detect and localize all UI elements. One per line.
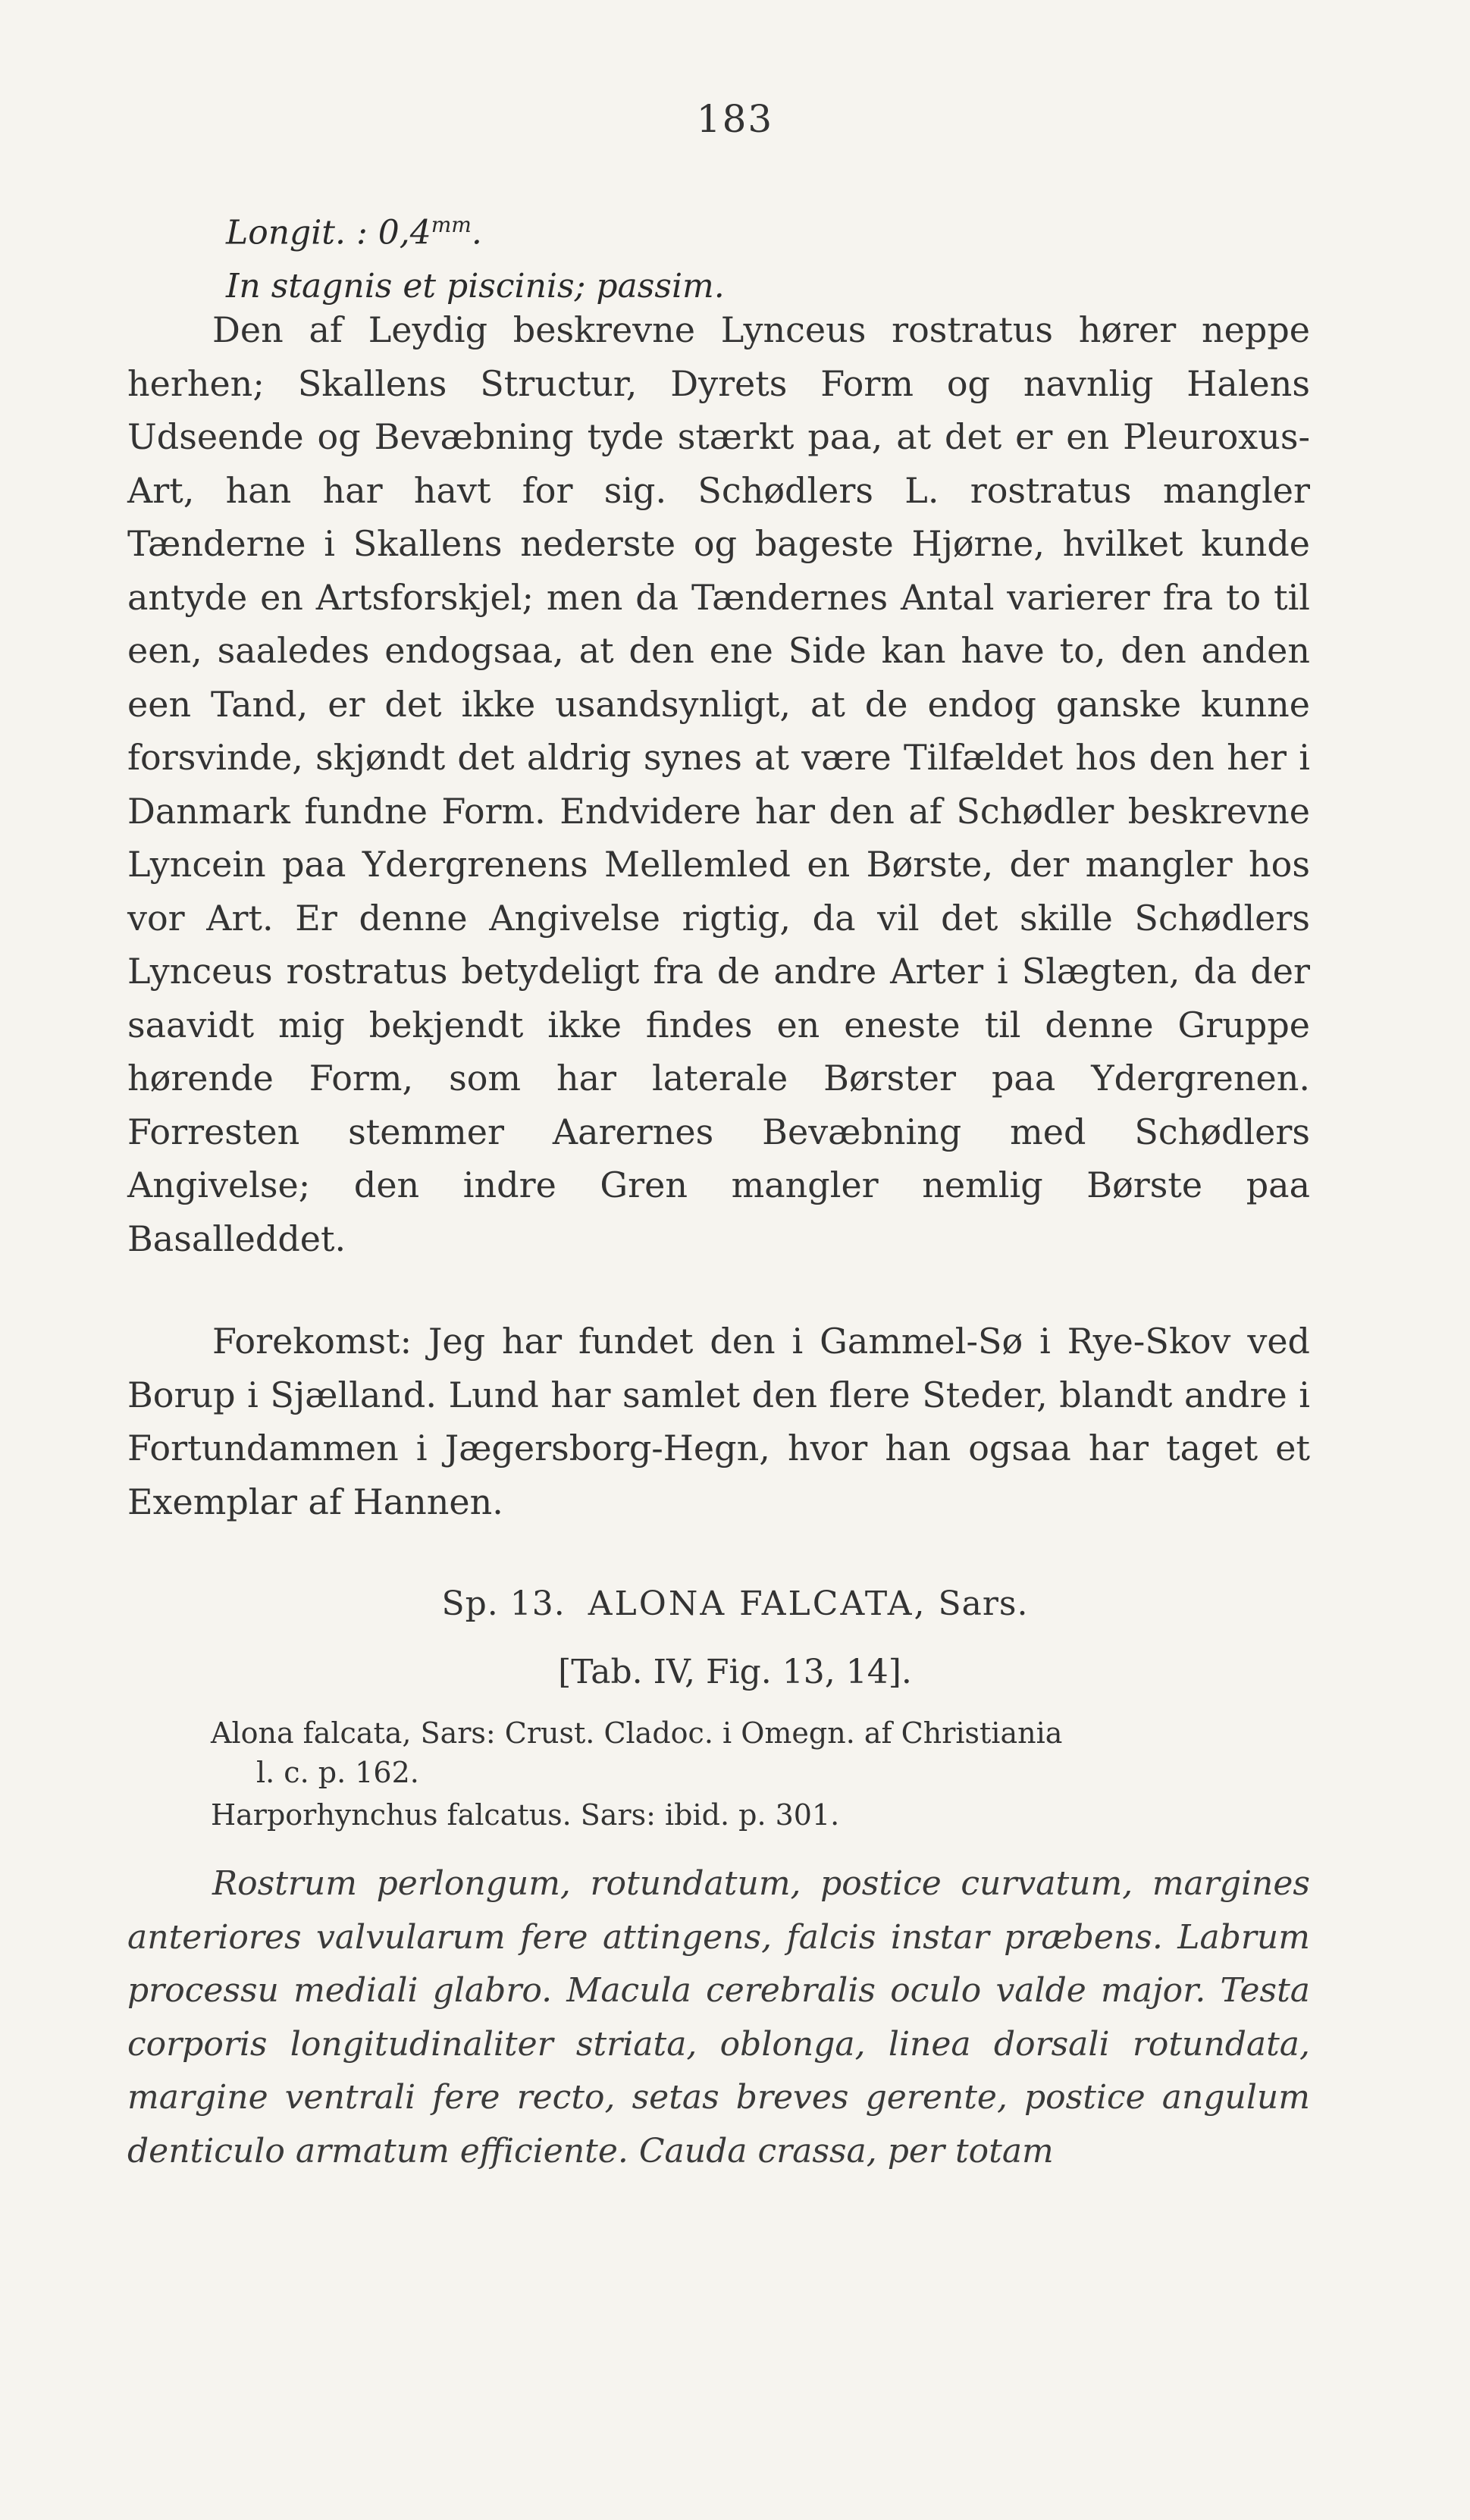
longitude-text: Longit. : 0,4: [226, 213, 431, 252]
latin-description: Rostrum perlongum, rotundatum, postice curvatum, margines anteriores valvularum fere attingens, falcis instar præbens. Labrum processu mediali glabro. Macula cerebralis oculo valde major. Testa corporis longitudinaliter striata, oblonga, linea dorsali rotundata, margine ventrali fere recto, setas breves gerente, postice angulum denticulo armatum efficiente. Cauda crassa, per totam: [127, 1864, 1310, 2171]
synonymy-list: [127, 1713, 1310, 1838]
habitat-line: In stagnis et piscinis; passim.: [226, 266, 725, 306]
discussion-paragraph: Den af Leydig beskrevne Lynceus rostratus hører neppe herhen; Skallens Structur, Dyrets Form og navnlig Halens Udseende og Bevæbning tyde stærkt paa, at det er en Pleuroxus-Art, han har havt for sig. Schødlers L. rostratus mangler Tænderne i Skallens nederste og bageste Hjørne, hvilket kunde antyde en Artsforskjel; men da Tændernes Antal varierer fra to til een, saaledes endogsaa, at den ene Side kan have to, den anden een Tand, er det ikke usandsynligt, at de endog ganske kunne forsvinde, skjøndt det aldrig synes at være Tilfældet hos den her i Danmark fundne Form. Endvidere har den af Schødler beskrevne Lyncein paa Ydergrenens Mellemled en Børste, der mangler hos vor Art. Er denne Angivelse rigtig, da vil det skille Schødlers Lynceus rostratus betydeligt fra de andre Arter i Slægten, da der saavidt mig bekjendt ikke findes en eneste til denne Gruppe hørende Form, som har laterale Børster paa Ydergrenen. Forresten stemmer Aarernes Bevæbning med Schødlers Angivelse; den indre Gren mangler nemlig Børste paa Basalleddet.: [127, 309, 1310, 1259]
synonym-text: Harporhynchus falcatus. Sars: ibid. p. 301.: [211, 1798, 840, 1832]
species-name: ALONA FALCATA,: [588, 1584, 927, 1623]
synonym-text: Alona falcata, Sars: Crust. Cladoc. i Omegn. af Christiania: [211, 1716, 1063, 1750]
occurrence-paragraph: Forekomst: Jeg har fundet den i Gammel-Sø i Rye-Skov ved Borup i Sjælland. Lund har samlet den flere Steder, blandt andre i Fortundammen i Jægersborg-Hegn, hvor han ogsaa har taget et Exemplar af Hannen.: [127, 1321, 1310, 1522]
plate-reference: [Tab. IV, Fig. 13, 14].: [558, 1653, 912, 1691]
synonym-entry: [211, 1713, 1310, 1792]
synonym-entry: [211, 1795, 1310, 1835]
species-number: Sp. 13.: [441, 1584, 566, 1623]
species-metadata: [127, 199, 1310, 313]
species-heading: [0, 1584, 1470, 1623]
synonym-continuation: l. c. p. 162.: [256, 1756, 419, 1789]
species-author: Sars.: [938, 1584, 1029, 1623]
longitude-unit: mm: [431, 212, 472, 237]
longitude-line: Longit. : $0,4^{mm}$.: [226, 212, 482, 252]
page-number: 183: [696, 97, 774, 141]
